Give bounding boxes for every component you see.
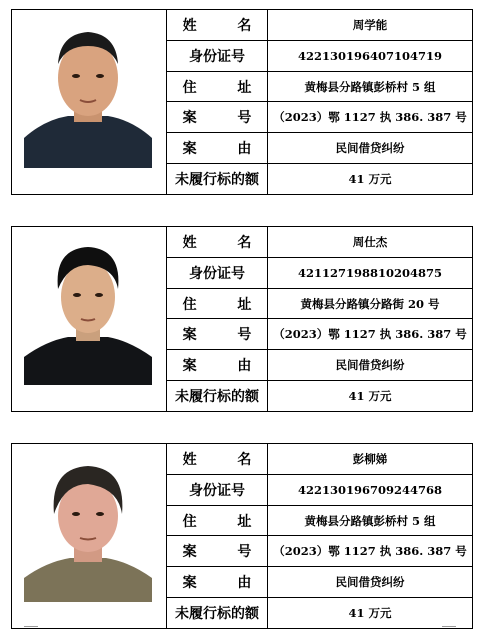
value-name: 周学能 [352,17,388,32]
value-case-no: （2023）鄂 1127 执 386. 387 号 [273,544,467,559]
portrait-2 [24,237,152,385]
footer-divider-right [442,626,456,627]
label-address: 住 址 [167,72,268,102]
person-photo-2 [12,227,167,411]
person-card-2 [11,226,473,412]
value-case-no: （2023）鄂 1127 执 386. 387 号 [273,110,467,125]
value-name: 彭柳娣 [352,451,388,466]
label-id: 身份证号 [167,41,268,71]
label-address: 住 址 [167,289,268,319]
label-name: 姓 名 [167,444,268,474]
value-id: 422130196709244768 [297,482,443,497]
label-cause: 案 由 [167,133,268,163]
label-id: 身份证号 [167,475,268,505]
portrait-3 [24,454,152,602]
label-address: 住 址 [167,506,268,536]
value-id: 422130196407104719 [297,48,443,63]
value-id: 421127198810204875 [297,265,443,280]
label-cause: 案 由 [167,350,268,380]
label-case-no: 案 号 [167,102,268,132]
label-name: 姓 名 [167,227,268,257]
value-address: 黄梅县分路镇分路街 20 号 [300,296,440,311]
value-cause: 民间借贷纠纷 [335,358,405,373]
value-address: 黄梅县分路镇彭桥村 5 组 [304,513,436,528]
value-amount: 41 万元 [348,389,392,404]
label-amount: 未履行标的额 [167,164,268,194]
value-cause: 民间借贷纠纷 [335,141,405,156]
value-amount: 41 万元 [348,606,392,621]
label-case-no: 案 号 [167,319,268,349]
label-id: 身份证号 [167,258,268,288]
label-cause: 案 由 [167,567,268,597]
value-cause: 民间借贷纠纷 [335,575,405,590]
value-amount: 41 万元 [348,172,392,187]
person-card-3 [11,443,473,629]
value-name: 周仕杰 [352,234,388,249]
label-amount: 未履行标的额 [167,381,268,411]
person-card-1 [11,9,473,195]
person-photo-1 [12,10,167,194]
value-case-no: （2023）鄂 1127 执 386. 387 号 [273,327,467,342]
label-amount: 未履行标的额 [167,598,268,628]
label-case-no: 案 号 [167,536,268,566]
label-name: 姓 名 [167,10,268,40]
person-photo-3 [12,444,167,628]
value-address: 黄梅县分路镇彭桥村 5 组 [304,79,436,94]
portrait-1 [24,20,152,168]
footer-divider-left [24,626,38,627]
